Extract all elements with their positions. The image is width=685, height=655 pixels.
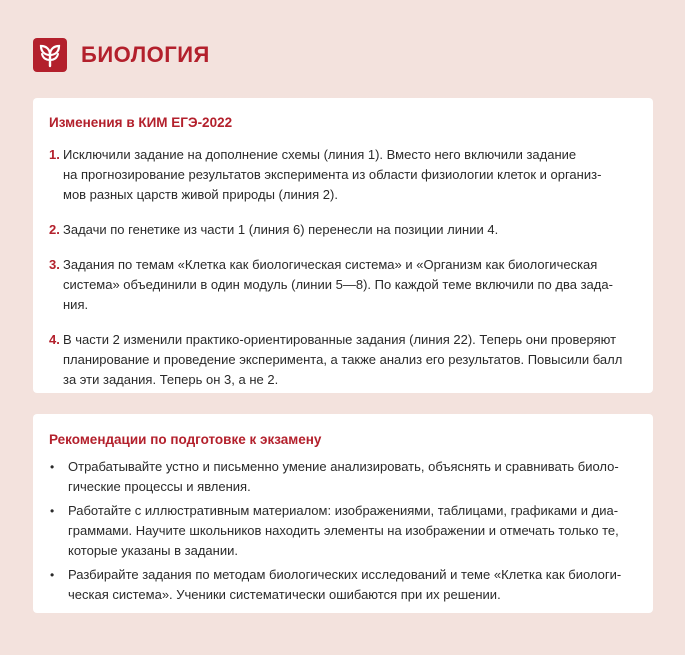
list-item	[49, 330, 637, 390]
item-text: В части 2 изменили практико-ориентированные задания (линия 22). Теперь они проверяют планирование и проведение эксперимента, а также анализ его результатов. Повысили балл за эти задания. Теперь он 3, а не 2.	[63, 332, 623, 387]
subject-title: БИОЛОГИЯ	[81, 42, 210, 67]
changes-title: Изменения в КИМ ЕГЭ-2022	[49, 115, 233, 130]
sprout-icon	[33, 38, 67, 72]
item-text: Работайте с иллюстративным материалом: изображениями, таблицами, графиками и диа- граммами. Научите школьников находить элементы на изображении и отмечать только те, которые указаны в задании.	[68, 503, 619, 558]
list-item	[49, 565, 637, 605]
changes-card	[33, 98, 653, 393]
recommendations-title: Рекомендации по подготовке к экзамену	[49, 432, 322, 447]
bullet-icon: •	[50, 568, 55, 582]
recommendations-card	[33, 414, 653, 613]
item-text: Задачи по генетике из части 1 (линия 6) перенесли на позиции линии 4.	[63, 222, 499, 237]
item-number: 4.	[49, 332, 60, 347]
item-text: Разбирайте задания по методам биологических исследований и теме «Клетка как биологи- ческая система». Ученики систематически ошибаются при их решении.	[68, 567, 622, 602]
item-text: Исключили задание на дополнение схемы (линия 1). Вместо него включили задание на прогнозирование результатов эксперимента из области физиологии клеток и организ- мов разных царств живой природы (линия 2).	[63, 147, 602, 202]
item-text: Отрабатывайте устно и письменно умение анализировать, объяснять и сравнивать биоло- гические процессы и явления.	[68, 459, 619, 494]
list-item	[49, 255, 637, 315]
bullet-icon: •	[50, 504, 55, 518]
item-text: Задания по темам «Клетка как биологическая система» и «Организм как биологическая система» объединили в один модуль (линии 5—8). По каждой теме включили по два зада- ния.	[63, 257, 613, 312]
item-number: 2.	[49, 222, 60, 237]
page-header	[33, 38, 210, 72]
bullet-icon: •	[50, 460, 55, 474]
list-item	[49, 145, 637, 205]
item-number: 1.	[49, 147, 60, 162]
item-number: 3.	[49, 257, 60, 272]
list-item	[49, 220, 637, 240]
list-item	[49, 501, 637, 561]
list-item	[49, 457, 637, 497]
